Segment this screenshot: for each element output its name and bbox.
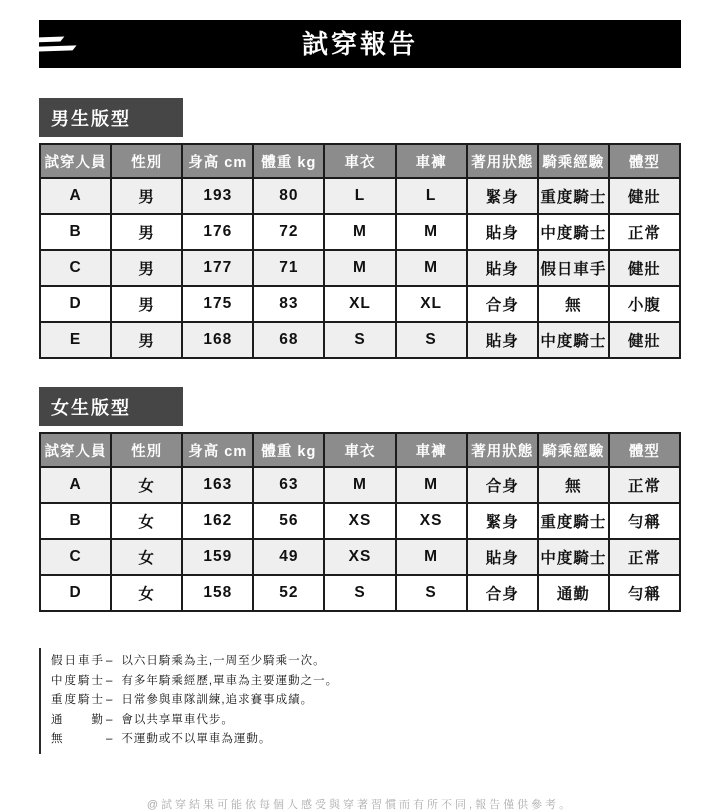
cell-gender: 女 bbox=[111, 503, 182, 539]
cell-weight: 72 bbox=[253, 214, 324, 250]
cell-bib-size: XL bbox=[396, 286, 467, 322]
legend-description: 會以共享單車代步。 bbox=[121, 713, 234, 726]
col-header-body-type: 體型 bbox=[609, 433, 680, 467]
cell-height: 168 bbox=[182, 322, 253, 358]
legend-item bbox=[51, 652, 681, 672]
col-header-experience: 騎乘經驗 bbox=[538, 144, 609, 178]
cell-experience: 無 bbox=[538, 286, 609, 322]
legend-term: 無 bbox=[51, 733, 63, 745]
table-row bbox=[40, 214, 680, 250]
cell-experience: 重度騎士 bbox=[538, 178, 609, 214]
cell-fit-state: 緊身 bbox=[467, 503, 538, 539]
cell-height: 177 bbox=[182, 250, 253, 286]
col-header-fit-state: 著用狀態 bbox=[467, 433, 538, 467]
cell-weight: 52 bbox=[253, 575, 324, 611]
cell-jersey-size: XS bbox=[324, 503, 395, 539]
cell-gender: 女 bbox=[111, 539, 182, 575]
cell-height: 163 bbox=[182, 467, 253, 503]
cell-jersey-size: S bbox=[324, 575, 395, 611]
men-section-label: 男生版型 bbox=[39, 98, 183, 137]
men-section bbox=[39, 98, 681, 359]
cell-jersey-size: XL bbox=[324, 286, 395, 322]
cell-body-type: 健壯 bbox=[609, 178, 680, 214]
women-section bbox=[39, 387, 681, 612]
cell-body-type: 健壯 bbox=[609, 322, 680, 358]
cell-weight: 63 bbox=[253, 467, 324, 503]
cell-bib-size: M bbox=[396, 250, 467, 286]
cell-fit-state: 緊身 bbox=[467, 178, 538, 214]
men-fitting-table bbox=[39, 143, 681, 359]
cell-experience: 中度騎士 bbox=[538, 539, 609, 575]
cell-tester: D bbox=[40, 286, 111, 322]
legend-term: 重度騎士 bbox=[51, 694, 103, 706]
rider-type-legend bbox=[39, 648, 681, 754]
legend-description: 不運動或不以單車為運動。 bbox=[121, 733, 272, 745]
legend-term: 中度騎士 bbox=[51, 674, 103, 687]
cell-body-type: 正常 bbox=[609, 539, 680, 575]
col-header-gender: 性別 bbox=[111, 433, 182, 467]
cell-weight: 80 bbox=[253, 178, 324, 214]
cell-experience: 重度騎士 bbox=[538, 503, 609, 539]
cell-gender: 男 bbox=[111, 178, 182, 214]
cell-weight: 83 bbox=[253, 286, 324, 322]
cell-height: 175 bbox=[182, 286, 253, 322]
cell-weight: 71 bbox=[253, 250, 324, 286]
cell-bib-size: L bbox=[396, 178, 467, 214]
cell-tester: B bbox=[40, 503, 111, 539]
cell-tester: E bbox=[40, 322, 111, 358]
men-table-body bbox=[40, 178, 680, 358]
legend-dash: – bbox=[106, 694, 113, 706]
col-header-weight: 體重 kg bbox=[253, 144, 324, 178]
brand-logo bbox=[39, 20, 129, 68]
header-row bbox=[40, 433, 680, 467]
cell-weight: 49 bbox=[253, 539, 324, 575]
legend-description: 以六日騎乘為主,一周至少騎乘一次。 bbox=[121, 655, 326, 667]
cell-gender: 男 bbox=[111, 250, 182, 286]
cell-fit-state: 合身 bbox=[467, 467, 538, 503]
cell-fit-state: 貼身 bbox=[467, 322, 538, 358]
cell-bib-size: S bbox=[396, 322, 467, 358]
table-row bbox=[40, 250, 680, 286]
cell-fit-state: 合身 bbox=[467, 286, 538, 322]
cell-bib-size: XS bbox=[396, 503, 467, 539]
cell-height: 176 bbox=[182, 214, 253, 250]
col-header-tester: 試穿人員 bbox=[40, 433, 111, 467]
col-header-height: 身高 cm bbox=[182, 144, 253, 178]
title-bar bbox=[39, 20, 681, 68]
col-header-body-type: 體型 bbox=[609, 144, 680, 178]
table-row bbox=[40, 178, 680, 214]
cell-bib-size: M bbox=[396, 467, 467, 503]
header-row bbox=[40, 144, 680, 178]
women-table-header bbox=[40, 433, 680, 467]
legend-description: 有多年騎乘經歷,單車為主要運動之一。 bbox=[121, 674, 339, 687]
col-header-jersey: 車衣 bbox=[324, 433, 395, 467]
legend-dash: – bbox=[106, 655, 113, 667]
cell-tester: D bbox=[40, 575, 111, 611]
cell-body-type: 小腹 bbox=[609, 286, 680, 322]
col-header-bib: 車褲 bbox=[396, 433, 467, 467]
col-header-gender: 性別 bbox=[111, 144, 182, 178]
col-header-fit-state: 著用狀態 bbox=[467, 144, 538, 178]
table-row bbox=[40, 575, 680, 611]
cell-bib-size: M bbox=[396, 539, 467, 575]
table-row bbox=[40, 286, 680, 322]
cell-gender: 男 bbox=[111, 286, 182, 322]
table-row bbox=[40, 503, 680, 539]
cell-tester: C bbox=[40, 539, 111, 575]
legend-term: 假日車手 bbox=[51, 655, 103, 667]
col-header-jersey: 車衣 bbox=[324, 144, 395, 178]
legend-item bbox=[51, 672, 681, 692]
cell-jersey-size: XS bbox=[324, 539, 395, 575]
cell-fit-state: 合身 bbox=[467, 575, 538, 611]
cell-height: 159 bbox=[182, 539, 253, 575]
page-title: 試穿報告 bbox=[301, 29, 418, 59]
cell-tester: C bbox=[40, 250, 111, 286]
men-table-header bbox=[40, 144, 680, 178]
table-row bbox=[40, 467, 680, 503]
cell-body-type: 勻稱 bbox=[609, 503, 680, 539]
legend-dash: – bbox=[106, 733, 113, 745]
col-header-height: 身高 cm bbox=[182, 433, 253, 467]
cell-jersey-size: L bbox=[324, 178, 395, 214]
cell-experience: 中度騎士 bbox=[538, 214, 609, 250]
logo-stripe-bottom bbox=[39, 45, 77, 51]
col-header-experience: 騎乘經驗 bbox=[538, 433, 609, 467]
cell-body-type: 正常 bbox=[609, 467, 680, 503]
logo-stripe-top bbox=[39, 37, 64, 43]
cell-height: 158 bbox=[182, 575, 253, 611]
cell-body-type: 勻稱 bbox=[609, 575, 680, 611]
cell-height: 193 bbox=[182, 178, 253, 214]
cell-gender: 男 bbox=[111, 322, 182, 358]
col-header-weight: 體重 kg bbox=[253, 433, 324, 467]
women-fitting-table bbox=[39, 432, 681, 612]
legend-item bbox=[51, 730, 681, 750]
cell-tester: A bbox=[40, 467, 111, 503]
cell-jersey-size: M bbox=[324, 467, 395, 503]
cell-experience: 中度騎士 bbox=[538, 322, 609, 358]
table-row bbox=[40, 322, 680, 358]
cell-jersey-size: S bbox=[324, 322, 395, 358]
col-header-bib: 車褲 bbox=[396, 144, 467, 178]
legend-term: 通 勤 bbox=[51, 713, 103, 726]
cell-fit-state: 貼身 bbox=[467, 250, 538, 286]
cell-height: 162 bbox=[182, 503, 253, 539]
legend-dash: – bbox=[106, 674, 113, 687]
table-row bbox=[40, 539, 680, 575]
cell-fit-state: 貼身 bbox=[467, 214, 538, 250]
cell-gender: 女 bbox=[111, 467, 182, 503]
cell-bib-size: M bbox=[396, 214, 467, 250]
women-table-body bbox=[40, 467, 680, 611]
cell-weight: 68 bbox=[253, 322, 324, 358]
col-header-tester: 試穿人員 bbox=[40, 144, 111, 178]
legend-item bbox=[51, 691, 681, 711]
women-section-label: 女生版型 bbox=[39, 387, 183, 426]
cell-weight: 56 bbox=[253, 503, 324, 539]
cell-experience: 通勤 bbox=[538, 575, 609, 611]
legend-dash: – bbox=[106, 713, 113, 726]
cell-tester: A bbox=[40, 178, 111, 214]
cell-gender: 男 bbox=[111, 214, 182, 250]
cell-bib-size: S bbox=[396, 575, 467, 611]
cell-fit-state: 貼身 bbox=[467, 539, 538, 575]
cell-experience: 假日車手 bbox=[538, 250, 609, 286]
cell-tester: B bbox=[40, 214, 111, 250]
cell-body-type: 健壯 bbox=[609, 250, 680, 286]
cell-jersey-size: M bbox=[324, 250, 395, 286]
cell-body-type: 正常 bbox=[609, 214, 680, 250]
cell-experience: 無 bbox=[538, 467, 609, 503]
footer-disclaimer: @試穿結果可能依每個人感受與穿著習慣而有所不同,報告僅供參考。 bbox=[146, 798, 574, 811]
legend-item bbox=[51, 711, 681, 731]
legend-description: 日常參與車隊訓練,追求賽事成績。 bbox=[121, 694, 314, 706]
cell-jersey-size: M bbox=[324, 214, 395, 250]
cell-gender: 女 bbox=[111, 575, 182, 611]
